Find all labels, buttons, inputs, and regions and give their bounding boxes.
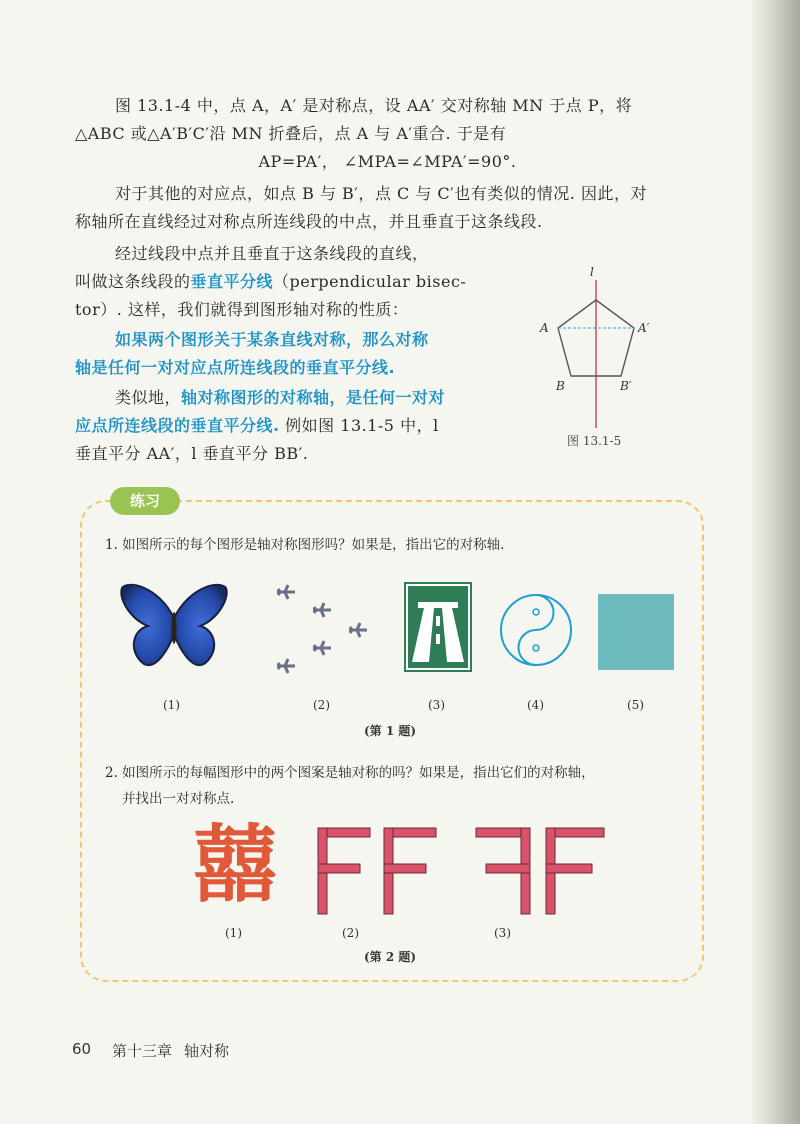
yin-yang-icon [498,592,574,668]
property-line-2: 轴是任何一对对应点所连线段的垂直平分线. [75,358,396,377]
question-2-line-1: 2. 如图所示的每幅图形中的两个图案是轴对称的吗？如果是，指出它们的对称轴， [105,765,595,781]
paragraph-4-line-1 [115,384,445,412]
pentagon-figure [520,260,680,440]
paragraph-4-line-2 [75,412,439,440]
paragraph-3-post: （perpendicular bisec- [273,272,467,291]
q1-label-2: (2) [313,698,330,712]
q1-label-5: (5) [627,698,644,712]
question-2-line-2: 并找出一对对称点. [122,791,235,807]
figure-caption: 图 13.1-5 [567,434,622,448]
chapter-number: 第十三章 [112,1042,173,1060]
label-l: l [590,265,594,279]
double-happiness-character: 囍 [192,816,277,914]
paragraph-4-line-3: 垂直平分 AA′，l 垂直平分 BB′. [75,444,309,463]
letters-ff-figure [316,826,446,918]
square-shape [598,594,674,670]
q2-label-2: (2) [342,926,359,940]
paragraph-1-line-1: 图 13.1-4 中，点 A，A′ 是对称点，设 AA′ 交对称轴 MN 于点 P，将 [115,96,633,115]
q1-caption: (第 1 题) [364,724,417,738]
paragraph-1-line-2: △ABC 或△A′B′C′沿 MN 折叠后，点 A 与 A′重合. 于是有 [75,124,507,143]
airplane-icon [277,659,295,673]
q1-label-1: (1) [163,698,180,712]
q2-label-3: (3) [494,926,511,940]
airplane-icon [349,623,367,637]
airplanes-group [272,578,372,678]
paragraph-4-pre: 类似地， [115,388,182,407]
page-number: 60 [72,1040,92,1058]
highway-sign-icon [404,582,472,672]
paragraph-4-highlight-1: 轴对称图形的对称轴，是任何一对对 [181,388,446,407]
formula: AP=PA′， ∠MPA=∠MPA′=90°. [258,152,517,171]
paragraph-4-post: 例如图 13.1-5 中，l [279,416,439,435]
q1-label-4: (4) [527,698,544,712]
letters-mirrored-ff-figure [474,826,608,918]
paragraph-3-pre: 叫做这条线段的 [75,272,191,291]
airplane-icon [313,603,331,617]
label-a-prime: A′ [638,321,650,335]
paragraph-3-line-2 [75,268,466,296]
exercise-badge: 练习 [110,487,180,515]
q2-caption: (第 2 题) [364,950,417,964]
paragraph-2-line-1: 对于其他的对应点，如点 B 与 B′，点 C 与 C′也有类似的情况. 因此，对 [115,184,647,203]
q1-label-3: (3) [428,698,445,712]
label-b-prime: B′ [620,379,632,393]
property-line-1: 如果两个图形关于某条直线对称，那么对称 [115,330,429,349]
label-b: B [556,379,565,393]
page-edge-shadow [752,0,800,1124]
chapter-title: 轴对称 [184,1042,230,1060]
paragraph-2-line-2: 称轴所在直线经过对称点所连线段的中点，并且垂直于这条线段. [75,212,543,231]
butterfly-image [118,580,230,672]
airplane-icon [313,641,331,655]
label-a: A [540,321,549,335]
paragraph-3-line-1: 经过线段中点并且垂直于这条线段的直线， [115,244,429,263]
paragraph-4-highlight-2: 应点所连线段的垂直平分线. [75,416,280,435]
question-1: 1. 如图所示的每个图形是轴对称图形吗？如果是，指出它的对称轴. [105,537,505,553]
paragraph-3-line-3: tor）. 这样，我们就得到图形轴对称的性质： [75,300,409,319]
q2-label-1: (1) [225,926,242,940]
term-perpendicular-bisector: 垂直平分线 [190,272,274,291]
airplane-icon [277,585,295,599]
